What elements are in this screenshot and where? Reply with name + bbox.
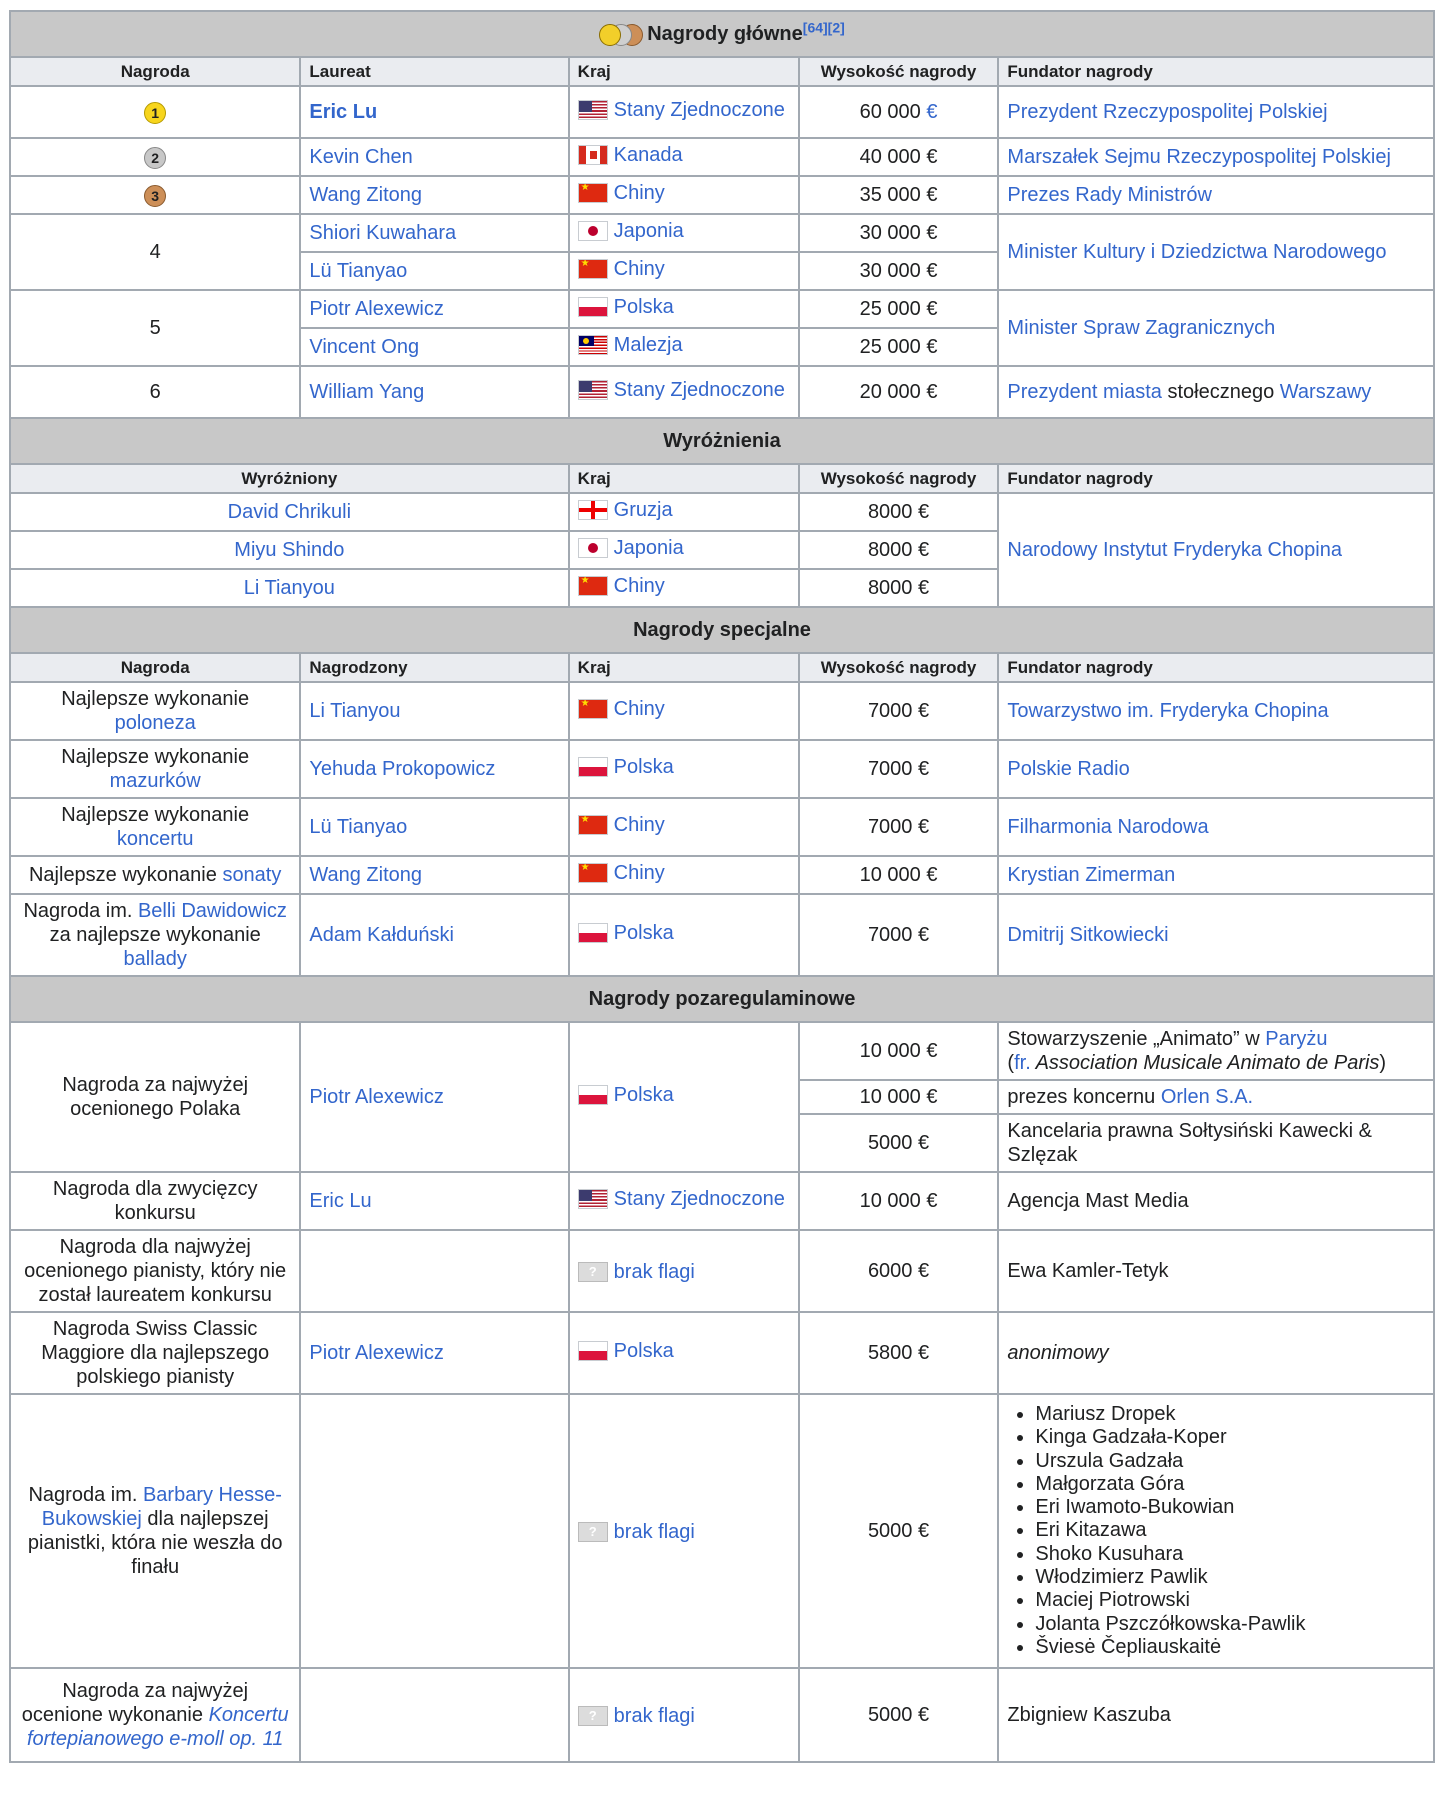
laureate-link[interactable]: Wang Zitong — [309, 184, 423, 206]
column-header: Wysokość nagrody — [799, 57, 999, 86]
funder-text: Zbigniew Kaszuba — [998, 1668, 1434, 1762]
laureate-link[interactable]: Adam Kałduński — [309, 924, 454, 946]
prizes-table — [9, 10, 1435, 1763]
laureate-link[interactable]: Yehuda Prokopowicz — [309, 758, 496, 780]
funder-link[interactable]: Prezydent Rzeczypospolitej Polskiej — [1007, 101, 1328, 123]
table-row — [10, 1172, 1434, 1230]
country-link[interactable]: Stany Zjednoczone — [613, 379, 785, 401]
table-row — [10, 138, 1434, 176]
prize-amount: 25 000 € — [799, 290, 999, 328]
column-header: Fundator nagrody — [998, 653, 1434, 682]
country-link[interactable]: Polska — [613, 296, 674, 318]
list-item: • Urszula Gadzała — [1035, 1450, 1425, 1473]
prize-link[interactable]: poloneza — [114, 712, 196, 734]
column-header: Wysokość nagrody — [799, 464, 999, 493]
prize-amount: 5000 € — [799, 1668, 999, 1762]
medals-icon — [599, 22, 643, 46]
laureate-link[interactable]: Li Tianyou — [309, 700, 401, 722]
laureate-link[interactable]: Li Tianyou — [243, 577, 335, 599]
laureate-link[interactable]: Lü Tianyao — [309, 260, 408, 282]
funder-link[interactable]: Warszawy — [1279, 381, 1372, 403]
prize-amount: 10 000 € — [799, 1080, 999, 1114]
prize-amount: 7000 € — [799, 894, 999, 976]
prize-link[interactable]: Barbary Hesse-Bukowskiej — [41, 1484, 282, 1531]
country-link[interactable]: Polska — [613, 922, 674, 944]
malaysia-flag-icon — [578, 335, 608, 355]
laureate-link[interactable]: David Chrikuli — [227, 501, 352, 523]
table-row — [10, 176, 1434, 214]
country-link[interactable]: Kanada — [613, 144, 683, 166]
china-flag-icon — [578, 863, 608, 883]
table-row: Najlepsze wykonanie poloneza Li Tianyou ★ Chiny 7000 € Towarzystwo im. Fryderyka Chopina — [10, 682, 1434, 740]
prize-amount: 10 000 € — [799, 1172, 999, 1230]
language-link[interactable]: fr. — [1014, 1052, 1031, 1074]
prize-amount: 30 000 € — [799, 214, 999, 252]
table-row: Najlepsze wykonanie sonaty Wang Zitong ★ Chiny 10 000 € Krystian Zimerman — [10, 856, 1434, 894]
place-cell: 5 — [10, 290, 300, 366]
laureate-link[interactable]: William Yang — [309, 381, 425, 403]
laureate-link[interactable]: Piotr Alexewicz — [309, 1086, 444, 1108]
funder-link[interactable]: Prezes Rady Ministrów — [1007, 184, 1212, 206]
country-link[interactable]: Stany Zjednoczone — [613, 1188, 785, 1210]
column-header: Kraj — [569, 464, 799, 493]
prize-link[interactable]: Koncertu fortepianowego e-moll op. 11 — [26, 1704, 289, 1751]
list-item: • Eri Iwamoto-Bukowian — [1035, 1496, 1425, 1519]
prize-amount: 40 000 € — [799, 138, 999, 176]
country-link[interactable]: Polska — [613, 1340, 674, 1362]
list-item: • Małgorzata Góra — [1035, 1473, 1425, 1496]
table-row: Najlepsze wykonanie koncertu Lü Tianyao ★ Chiny 7000 € Filharmonia Narodowa — [10, 798, 1434, 856]
prize-amount: 7000 € — [799, 798, 999, 856]
poland-flag-icon — [578, 1341, 608, 1361]
poland-flag-icon — [578, 297, 608, 317]
list-item: • Maciej Piotrowski — [1035, 1589, 1425, 1612]
funder-link[interactable]: Minister Spraw Zagranicznych — [1007, 317, 1276, 339]
laureate-link[interactable]: Kevin Chen — [309, 146, 413, 168]
country-link[interactable]: Gruzja — [613, 499, 673, 521]
table-row: Nagroda im. Barbary Hesse-Bukowskiej dla najlepszej pianistki, która nie weszła do finału ? brak flagi 5000 € • Mariusz Dropek • Kinga Gadzała-Koper • Urszula Gadzała • Małgorzata Góra • Eri Iwamoto-Bukowian • Eri Kitazawa • Shoko Kusuhara • Włodzimierz Pawlik • Maciej Piotrowski • Jolanta Pszczółkowska-Pawlik • Šviesė Čepliauskaitė — [10, 1394, 1434, 1668]
prize-amount: 20 000 € — [799, 366, 999, 418]
china-flag-icon — [578, 183, 608, 203]
list-item: • Shoko Kusuhara — [1035, 1543, 1425, 1566]
list-item: • Włodzimierz Pawlik — [1035, 1566, 1425, 1589]
country-link[interactable]: Japonia — [613, 537, 684, 559]
main-prizes-title: Nagrody główne[64][2] — [10, 11, 1434, 57]
country-link[interactable]: brak flagi — [613, 1521, 695, 1544]
prize-description: Nagroda dla zwycięzcy konkursu — [10, 1172, 300, 1230]
column-header: Wysokość nagrody — [799, 653, 999, 682]
funder-text: Kancelaria prawna Sołtysiński Kawecki & Szlęzak — [998, 1114, 1434, 1172]
distinctions-title: Wyróżnienia — [10, 418, 1434, 464]
laureate-link[interactable]: Eric Lu — [309, 1190, 372, 1212]
table-row — [10, 1312, 1434, 1394]
prize-amount: 10 000 € — [799, 856, 999, 894]
prize-amount: 8000 € — [799, 531, 999, 569]
country-link[interactable]: Chiny — [613, 814, 665, 836]
prize-amount: 5000 € — [799, 1114, 999, 1172]
prize-link[interactable]: ballady — [123, 948, 187, 970]
special-prizes-title: Nagrody specjalne — [10, 607, 1434, 653]
laureate-link[interactable]: Eric Lu — [309, 101, 378, 123]
laureate-link[interactable]: Miyu Shindo — [234, 539, 345, 561]
laureate-cell — [300, 1230, 568, 1312]
list-item: • Kinga Gadzała-Koper — [1035, 1426, 1425, 1449]
funder-link[interactable]: Filharmonia Narodowa — [1007, 816, 1209, 838]
prize-description: Nagroda Swiss Classic Maggiore dla najlepszego polskiego pianisty — [10, 1312, 300, 1394]
column-header: Fundator nagrody — [998, 464, 1434, 493]
prize-link[interactable]: koncertu — [116, 828, 194, 850]
country-link[interactable]: Chiny — [613, 575, 665, 597]
table-row — [10, 290, 1434, 328]
china-flag-icon — [578, 815, 608, 835]
prize-amount: 10 000 € — [799, 1022, 999, 1080]
table-row: Nagroda im. Belli Dawidowicz za najlepsze wykonanie ballady Adam Kałduński Polska 7000 € Dmitrij Sitkowiecki — [10, 894, 1434, 976]
funder-link[interactable]: Dmitrij Sitkowiecki — [1007, 924, 1169, 946]
column-header: Nagrodzony — [300, 653, 568, 682]
prize-amount: 8000 € — [799, 493, 999, 531]
prize-amount: 7000 € — [799, 682, 999, 740]
laureate-link[interactable]: Piotr Alexewicz — [309, 1342, 444, 1364]
laureate-cell — [300, 1668, 568, 1762]
silver-medal-icon: 2 — [144, 147, 166, 169]
laureate-link[interactable]: Wang Zitong — [309, 864, 423, 886]
funder-link[interactable]: Towarzystwo im. Fryderyka Chopina — [1007, 700, 1329, 722]
column-header: Nagroda — [10, 653, 300, 682]
prize-description: Nagroda dla najwyżej ocenionego pianisty, który nie został laureatem konkursu — [10, 1230, 300, 1312]
funder-link[interactable]: Minister Kultury i Dziedzictwa Narodowego — [1007, 241, 1387, 263]
bronze-medal-icon: 3 — [144, 185, 166, 207]
funder-link[interactable]: Polskie Radio — [1007, 758, 1130, 780]
missing-flag-icon: ? — [578, 1522, 608, 1542]
poland-flag-icon — [578, 923, 608, 943]
missing-flag-icon: ? — [578, 1706, 608, 1726]
table-row — [10, 1230, 1434, 1312]
country-link[interactable]: Stany Zjednoczone — [613, 99, 785, 121]
table-row: Najlepsze wykonanie mazurków Yehuda Prokopowicz Polska 7000 € Polskie Radio — [10, 740, 1434, 798]
prize-amount: 35 000 € — [799, 176, 999, 214]
canada-flag-icon — [578, 145, 608, 165]
prize-link[interactable]: sonaty — [222, 864, 282, 886]
georgia-flag-icon — [578, 500, 608, 520]
euro-link[interactable]: € — [926, 101, 938, 123]
country-link[interactable]: Chiny — [613, 698, 665, 720]
table-row: Nagroda za najwyżej ocenione wykonanie Koncertu fortepianowego e-moll op. 11 ? brak flagi 5000 € Zbigniew Kaszuba — [10, 1668, 1434, 1762]
usa-flag-icon — [578, 380, 608, 400]
laureate-link[interactable]: Vincent Ong — [309, 336, 420, 358]
funder-link[interactable]: Prezydent miasta — [1007, 381, 1162, 403]
japan-flag-icon — [578, 221, 608, 241]
laureate-link[interactable]: Shiori Kuwahara — [309, 222, 457, 244]
table-row: Nagroda za najwyżej ocenionego Polaka Piotr Alexewicz Polska 10 000 € Stowarzyszenie „Animato” w Paryżu (fr. Association Musicale Animato de Paris) — [10, 1022, 1434, 1080]
place-cell: 6 — [10, 366, 300, 418]
column-header: Laureat — [300, 57, 568, 86]
missing-flag-icon: ? — [578, 1262, 608, 1282]
reference-link[interactable]: [64][2] — [802, 18, 845, 35]
table-row — [10, 214, 1434, 252]
list-item: • Šviesė Čepliauskaitė — [1035, 1636, 1425, 1659]
column-header: Wyróżniony — [10, 464, 569, 493]
prize-amount: 25 000 € — [799, 328, 999, 366]
column-header: Nagroda — [10, 57, 300, 86]
prize-amount: 30 000 € — [799, 252, 999, 290]
extra-prizes-title: Nagrody pozaregulaminowe — [10, 976, 1434, 1022]
table-row — [10, 493, 1434, 531]
country-link[interactable]: Polska — [613, 756, 674, 778]
country-link[interactable]: Chiny — [613, 258, 665, 280]
china-flag-icon — [578, 576, 608, 596]
country-link[interactable]: Chiny — [613, 862, 665, 884]
prize-link[interactable]: Belli Dawidowicz — [137, 900, 287, 922]
funder-text: Agencja Mast Media — [998, 1172, 1434, 1230]
table-row — [10, 86, 1434, 138]
prize-amount: 5800 € — [799, 1312, 999, 1394]
prize-amount: 8000 € — [799, 569, 999, 607]
country-link[interactable]: Polska — [613, 1084, 674, 1106]
funders-list — [1007, 1403, 1425, 1659]
funder-link[interactable]: Orlen S.A. — [1160, 1086, 1254, 1108]
list-item: • Mariusz Dropek — [1035, 1403, 1425, 1426]
column-header: Fundator nagrody — [998, 57, 1434, 86]
prize-amount: 60 000 — [859, 101, 921, 123]
list-item: • Eri Kitazawa — [1035, 1519, 1425, 1542]
laureate-link[interactable]: Piotr Alexewicz — [309, 298, 444, 320]
country-link[interactable]: Japonia — [613, 220, 684, 242]
country-link[interactable]: brak flagi — [613, 1261, 695, 1283]
laureate-link[interactable]: Lü Tianyao — [309, 816, 408, 838]
funder-link[interactable]: Narodowy Instytut Fryderyka Chopina — [1007, 539, 1342, 561]
column-header: Kraj — [569, 653, 799, 682]
china-flag-icon — [578, 699, 608, 719]
funder-link[interactable]: Krystian Zimerman — [1007, 864, 1176, 886]
funder-text: anonimowy — [1007, 1342, 1109, 1364]
list-item: • Jolanta Pszczółkowska-Pawlik — [1035, 1613, 1425, 1636]
poland-flag-icon — [578, 757, 608, 777]
prize-amount: 5000 € — [799, 1394, 999, 1668]
gold-medal-icon: 1 — [144, 102, 166, 124]
table-row: 6 William Yang Stany Zjednoczone 20 000 € Prezydent miasta stołecznego Warszawy — [10, 366, 1434, 418]
column-header: Kraj — [569, 57, 799, 86]
prize-amount: 7000 € — [799, 740, 999, 798]
funder-text: Ewa Kamler-Tetyk — [998, 1230, 1434, 1312]
laureate-cell — [300, 1394, 568, 1668]
china-flag-icon — [578, 259, 608, 279]
table-row: 10 000 € prezes koncernu Orlen S.A. — [10, 1080, 1434, 1114]
poland-flag-icon — [578, 1085, 608, 1105]
prize-description: Nagroda za najwyżej ocenionego Polaka — [10, 1022, 300, 1172]
prize-link[interactable]: mazurków — [109, 770, 201, 792]
usa-flag-icon — [578, 1189, 608, 1209]
funder-link[interactable]: Marszałek Sejmu Rzeczypospolitej Polskiej — [1007, 146, 1391, 168]
usa-flag-icon — [578, 100, 608, 120]
country-link[interactable]: brak flagi — [613, 1705, 695, 1728]
funder-link[interactable]: Paryżu — [1265, 1028, 1328, 1050]
place-cell: 4 — [10, 214, 300, 290]
prize-amount: 6000 € — [799, 1230, 999, 1312]
country-link[interactable]: Malezja — [613, 334, 683, 356]
country-link[interactable]: Chiny — [613, 182, 665, 204]
japan-flag-icon — [578, 538, 608, 558]
